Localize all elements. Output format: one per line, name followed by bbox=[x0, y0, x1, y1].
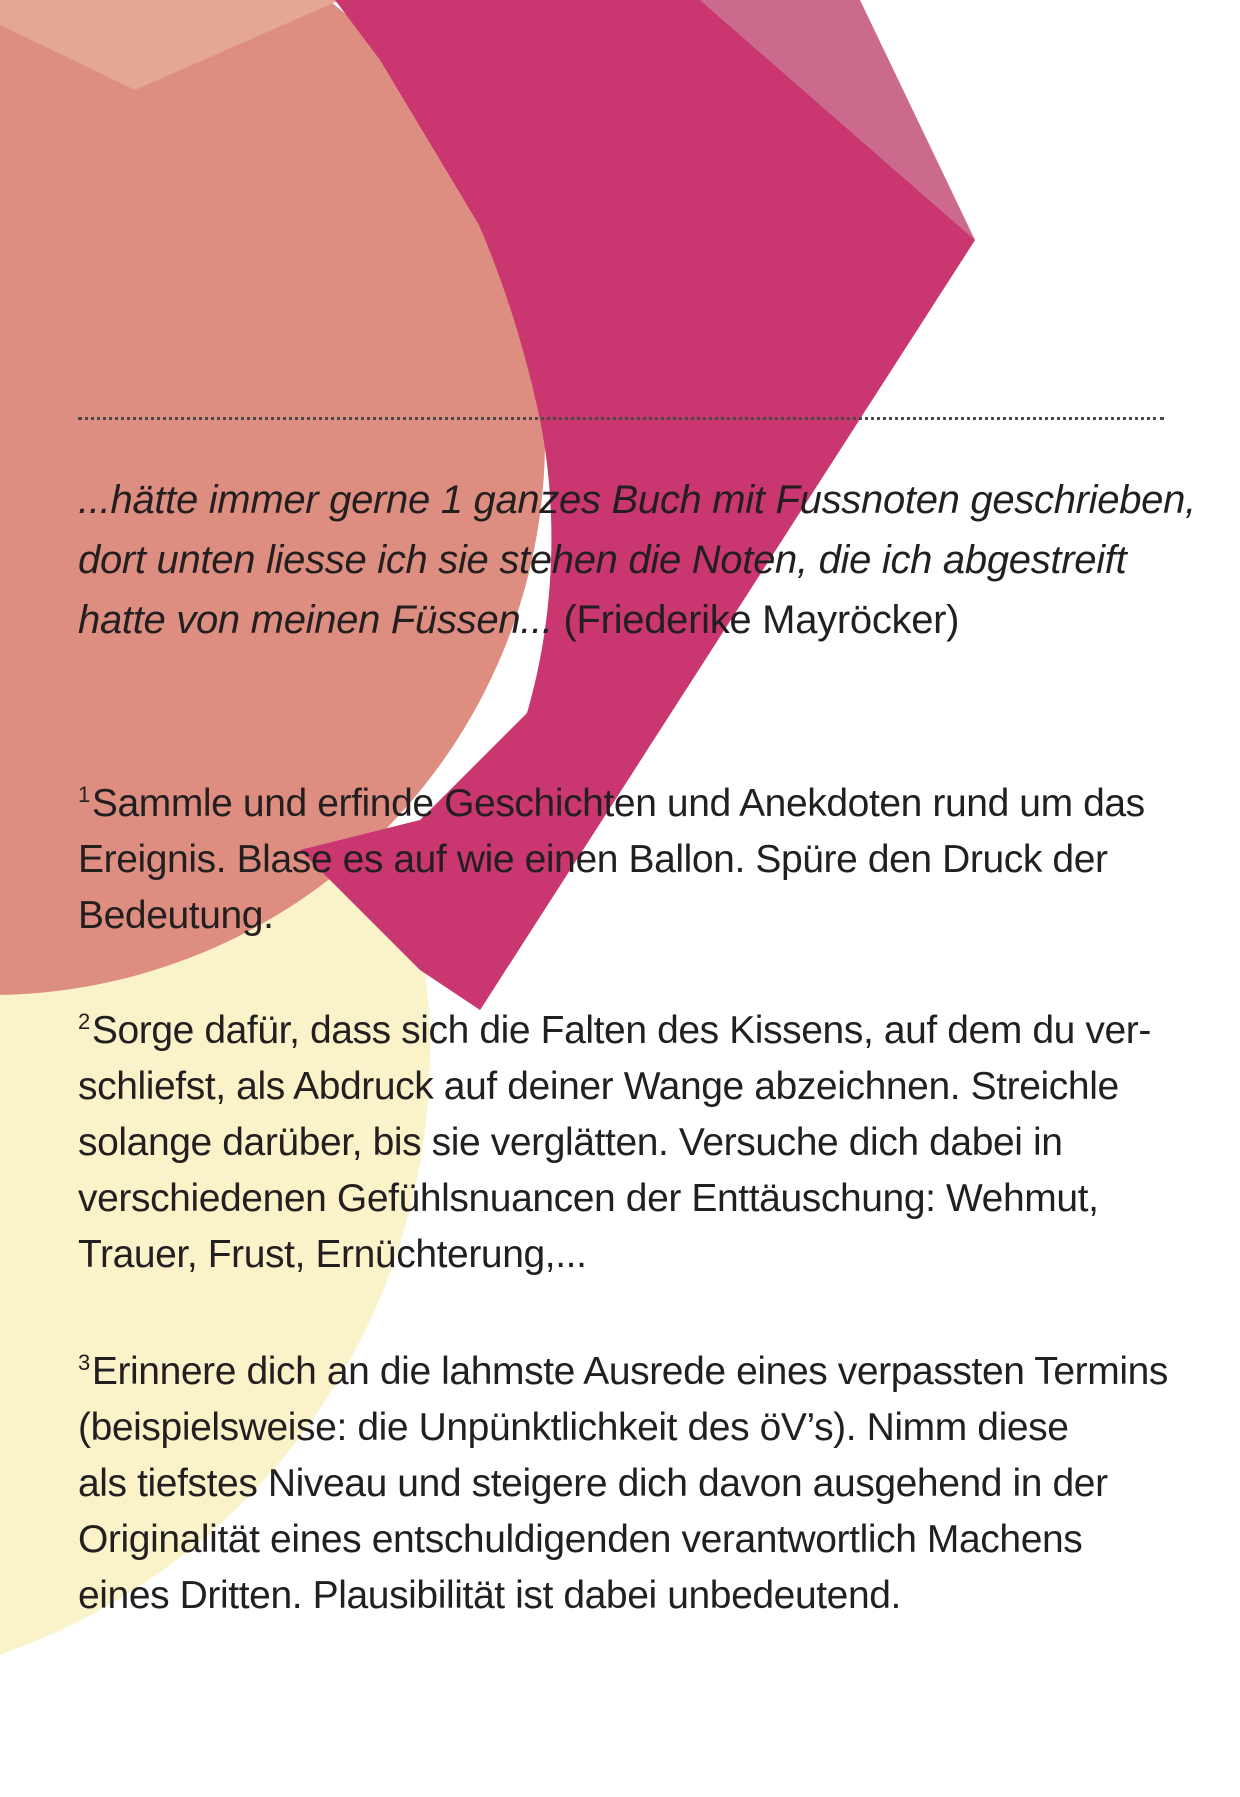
footnote-line: $^3$Erinnere dich an die lahmste Ausrede eines verpassten Termins bbox=[78, 1350, 1168, 1393]
footnote-1 bbox=[78, 776, 1178, 944]
footnote-number: 3 bbox=[78, 1350, 90, 1375]
quote-line: dort unten liesse ich sie stehen die Noten, die ich abgestreift bbox=[78, 538, 1127, 582]
quote-line: ...hätte immer gerne 1 ganzes Buch mit Fussnoten geschrieben, bbox=[78, 478, 1196, 522]
quote-line-last bbox=[78, 590, 1188, 650]
footnote-number: 1 bbox=[78, 782, 90, 807]
footnote-line: Bedeutung. bbox=[78, 894, 274, 937]
footnote-line: $^1$Sammle und erfinde Geschichten und Anekdoten rund um das bbox=[78, 782, 1145, 825]
dotted-divider bbox=[78, 417, 1164, 420]
footnote-line: verschiedenen Gefühlsnuancen der Enttäuschung: Wehmut, bbox=[78, 1177, 1099, 1220]
quote-attribution: (Friederike Mayröcker) bbox=[552, 598, 960, 642]
quote-text: hatte von meinen Füssen... bbox=[78, 598, 553, 642]
footnote-3 bbox=[78, 1344, 1178, 1624]
footnote-2 bbox=[78, 1003, 1178, 1283]
footnote-number: 2 bbox=[78, 1009, 90, 1034]
footnote-line: eines Dritten. Plausibilität ist dabei unbedeutend. bbox=[78, 1574, 901, 1617]
footnote-line: Originalität eines entschuldigenden verantwortlich Machens bbox=[78, 1518, 1083, 1561]
epigraph-quote bbox=[78, 470, 1196, 650]
footnote-line: als tiefstes Niveau und steigere dich davon ausgehend in der bbox=[78, 1462, 1108, 1505]
footnote-line: Trauer, Frust, Ernüchterung,... bbox=[78, 1233, 587, 1276]
footnote-line: schliefst, als Abdruck auf deiner Wange abzeichnen. Streichle bbox=[78, 1065, 1119, 1108]
footnote-line: Ereignis. Blase es auf wie einen Ballon. Spüre den Druck der bbox=[78, 838, 1108, 881]
footnote-line: $^2$Sorge dafür, dass sich die Falten des Kissens, auf dem du ver- bbox=[78, 1009, 1151, 1052]
footnote-line: (beispielsweise: die Unpünktlichkeit des öV’s). Nimm diese bbox=[78, 1406, 1069, 1449]
footnote-line: solange darüber, bis sie verglätten. Versuche dich dabei in bbox=[78, 1121, 1063, 1164]
